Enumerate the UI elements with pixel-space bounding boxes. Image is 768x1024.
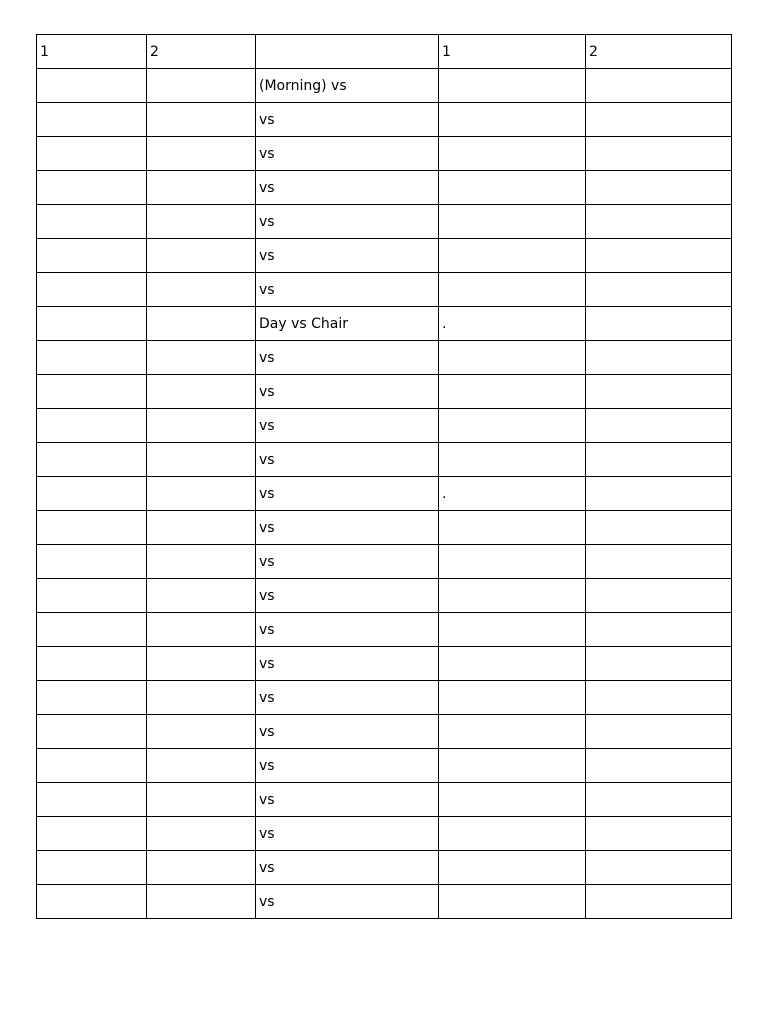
table-cell [37, 477, 147, 511]
table-cell [147, 749, 256, 783]
table-row [37, 375, 732, 409]
table-cell: vs [256, 205, 439, 239]
table-cell [586, 137, 732, 171]
table-cell [586, 579, 732, 613]
table-row [37, 443, 732, 477]
table-cell [37, 409, 147, 443]
table-cell [147, 239, 256, 273]
table-cell: Day vs Chair [256, 307, 439, 341]
column-header-4: 1 [439, 35, 586, 69]
table-row [37, 545, 732, 579]
table-cell [439, 579, 586, 613]
table-cell [147, 613, 256, 647]
table-cell: vs [256, 647, 439, 681]
table-cell [37, 579, 147, 613]
table-cell [147, 715, 256, 749]
table-cell [439, 239, 586, 273]
table-row [37, 885, 732, 919]
table-cell [147, 885, 256, 919]
column-header-5: 2 [586, 35, 732, 69]
table-cell [439, 511, 586, 545]
table-cell: . [439, 307, 586, 341]
table-cell [586, 375, 732, 409]
table-cell [37, 647, 147, 681]
table-cell [37, 715, 147, 749]
table-cell [147, 511, 256, 545]
table-cell [147, 409, 256, 443]
table-cell [586, 205, 732, 239]
table-cell [586, 613, 732, 647]
table-row [37, 613, 732, 647]
table-cell [37, 375, 147, 409]
table-cell [147, 103, 256, 137]
table-cell [147, 783, 256, 817]
table-row [37, 749, 732, 783]
table-cell [439, 103, 586, 137]
table-cell [439, 545, 586, 579]
table-cell [586, 341, 732, 375]
table-cell [147, 477, 256, 511]
table-cell [439, 681, 586, 715]
table-cell [37, 137, 147, 171]
column-header-3 [256, 35, 439, 69]
table-cell [147, 307, 256, 341]
table-cell [586, 749, 732, 783]
table-cell [147, 545, 256, 579]
table-cell: vs [256, 783, 439, 817]
table-cell [37, 341, 147, 375]
header-row [37, 35, 732, 69]
table-row [37, 783, 732, 817]
table-cell: vs [256, 273, 439, 307]
table-row [37, 205, 732, 239]
table-cell [37, 205, 147, 239]
table-cell [586, 545, 732, 579]
table-cell [586, 511, 732, 545]
table-row [37, 69, 732, 103]
table-cell [147, 375, 256, 409]
table-cell [37, 817, 147, 851]
table-cell [439, 647, 586, 681]
table-cell [37, 681, 147, 715]
table-row [37, 817, 732, 851]
table-row [37, 647, 732, 681]
table-cell [586, 239, 732, 273]
table-cell: vs [256, 817, 439, 851]
table-cell: vs [256, 545, 439, 579]
table-cell [439, 817, 586, 851]
column-header-1: 1 [37, 35, 147, 69]
table-cell [586, 443, 732, 477]
table-row [37, 307, 732, 341]
table-cell: vs [256, 511, 439, 545]
table-cell: vs [256, 681, 439, 715]
table-cell: vs [256, 409, 439, 443]
table-cell [37, 443, 147, 477]
table-cell [439, 273, 586, 307]
table-container [36, 34, 731, 919]
table-cell [439, 885, 586, 919]
table-cell [37, 307, 147, 341]
table-cell [147, 817, 256, 851]
table-cell [147, 205, 256, 239]
table-cell [586, 69, 732, 103]
table-cell [439, 375, 586, 409]
table-cell [37, 511, 147, 545]
table-cell [37, 171, 147, 205]
table-cell [439, 851, 586, 885]
table-cell [147, 137, 256, 171]
table-row [37, 137, 732, 171]
table-cell [37, 103, 147, 137]
table-row [37, 851, 732, 885]
table-cell: (Morning) vs [256, 69, 439, 103]
table-cell [586, 885, 732, 919]
table-cell [37, 851, 147, 885]
table-cell [439, 613, 586, 647]
table-cell [147, 341, 256, 375]
table-cell: vs [256, 239, 439, 273]
table-cell [147, 171, 256, 205]
table-cell: vs [256, 375, 439, 409]
table-cell [439, 137, 586, 171]
table-row [37, 511, 732, 545]
table-cell [37, 69, 147, 103]
table-cell [586, 477, 732, 511]
table-cell [586, 681, 732, 715]
table-cell: vs [256, 613, 439, 647]
table-cell [586, 171, 732, 205]
table-cell [147, 851, 256, 885]
table-cell [586, 783, 732, 817]
table-cell: vs [256, 137, 439, 171]
table-cell [147, 647, 256, 681]
table-cell [147, 273, 256, 307]
table-row [37, 103, 732, 137]
table-row [37, 681, 732, 715]
table-cell [37, 749, 147, 783]
table-cell: vs [256, 477, 439, 511]
table-cell [439, 69, 586, 103]
table-cell [147, 443, 256, 477]
table-row [37, 341, 732, 375]
table-cell: vs [256, 443, 439, 477]
table-cell: vs [256, 171, 439, 205]
table-cell: vs [256, 851, 439, 885]
table-cell [439, 783, 586, 817]
table-cell [586, 273, 732, 307]
table-cell [37, 239, 147, 273]
table-cell [439, 205, 586, 239]
table-cell [439, 443, 586, 477]
table-cell: vs [256, 715, 439, 749]
table-cell [586, 851, 732, 885]
table-cell: vs [256, 579, 439, 613]
table-cell [37, 783, 147, 817]
table-row [37, 171, 732, 205]
table-row [37, 273, 732, 307]
column-header-2: 2 [147, 35, 256, 69]
table-cell [586, 647, 732, 681]
table-cell [37, 545, 147, 579]
table-row [37, 409, 732, 443]
table-cell [586, 409, 732, 443]
comparison-table [36, 34, 732, 919]
table-cell [439, 171, 586, 205]
table-cell [439, 341, 586, 375]
table-cell [586, 307, 732, 341]
table-cell: vs [256, 103, 439, 137]
table-cell [37, 885, 147, 919]
table-cell [439, 715, 586, 749]
table-cell: vs [256, 749, 439, 783]
table-cell [37, 613, 147, 647]
table-row [37, 239, 732, 273]
table-cell: vs [256, 885, 439, 919]
table-cell [147, 69, 256, 103]
table-cell [147, 681, 256, 715]
table-row [37, 477, 732, 511]
table-cell [37, 273, 147, 307]
table-cell: . [439, 477, 586, 511]
table-cell: vs [256, 341, 439, 375]
table-body [37, 69, 732, 919]
table-cell [586, 715, 732, 749]
table-row [37, 579, 732, 613]
table-cell [439, 409, 586, 443]
table-cell [586, 103, 732, 137]
table-cell [586, 817, 732, 851]
table-cell [147, 579, 256, 613]
table-cell [439, 749, 586, 783]
table-row [37, 715, 732, 749]
